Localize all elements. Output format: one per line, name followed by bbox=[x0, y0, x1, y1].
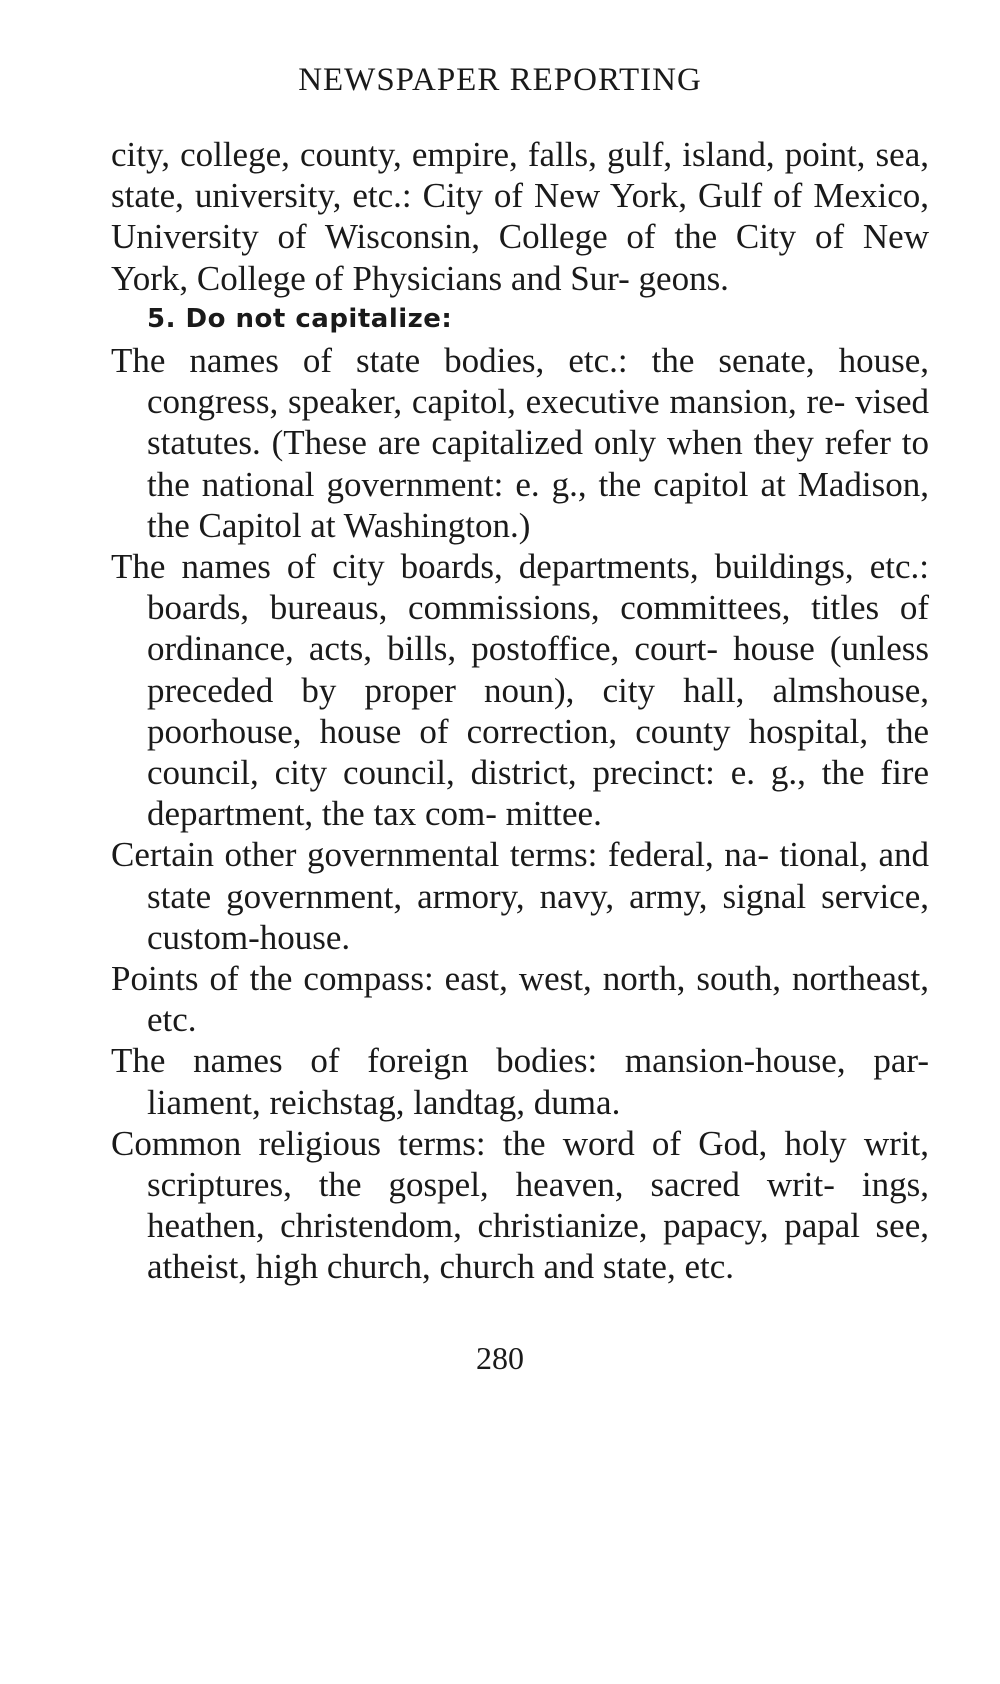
entry-foreign-bodies: The names of foreign bodies: mansion-house, par- liament, reichstag, landtag, duma. bbox=[111, 1041, 929, 1122]
body-text bbox=[111, 134, 929, 1288]
entry-governmental-terms: Certain other governmental terms: federal, na- tional, and state government, armory, navy, army, signal service, custom-house. bbox=[111, 835, 929, 957]
entry-city-boards: The names of city boards, departments, buildings, etc.: boards, bureaus, commissions, committees, titles of ordinance, acts, bills, postoffice, court- house (unless preceded by proper noun), city hall, almshouse, poorhouse, house of correction, county hospital, the council, city council, district, precinct: e. g., the fire department, the tax com- mittee. bbox=[111, 547, 929, 834]
running-head: NEWSPAPER REPORTING bbox=[298, 62, 702, 98]
entry-compass-points: Points of the compass: east, west, north, south, northeast, etc. bbox=[111, 959, 929, 1040]
continued-paragraph: city, college, county, empire, falls, gulf, island, point, sea, state, university, etc.: City of New York, Gulf of Mexico, University of Wisconsin, College of the City of New York, College of Physicians and Sur- geons. bbox=[111, 135, 929, 298]
rule-heading: 5. Do not capitalize: bbox=[147, 303, 453, 334]
entry-religious-terms: Common religious terms: the word of God, holy writ, scriptures, the gospel, heaven, sacred writ- ings, heathen, christendom, christianize, papacy, papal see, atheist, high church, church and state, etc. bbox=[111, 1123, 929, 1287]
entry-state-bodies: The names of state bodies, etc.: the senate, house, congress, speaker, capitol, executive mansion, re- vised statutes. (These are capitalized only when they refer to the national government: e. g., the capitol at Madison, the Capitol at Washington.) bbox=[111, 341, 929, 545]
page-number: 280 bbox=[476, 1340, 524, 1376]
